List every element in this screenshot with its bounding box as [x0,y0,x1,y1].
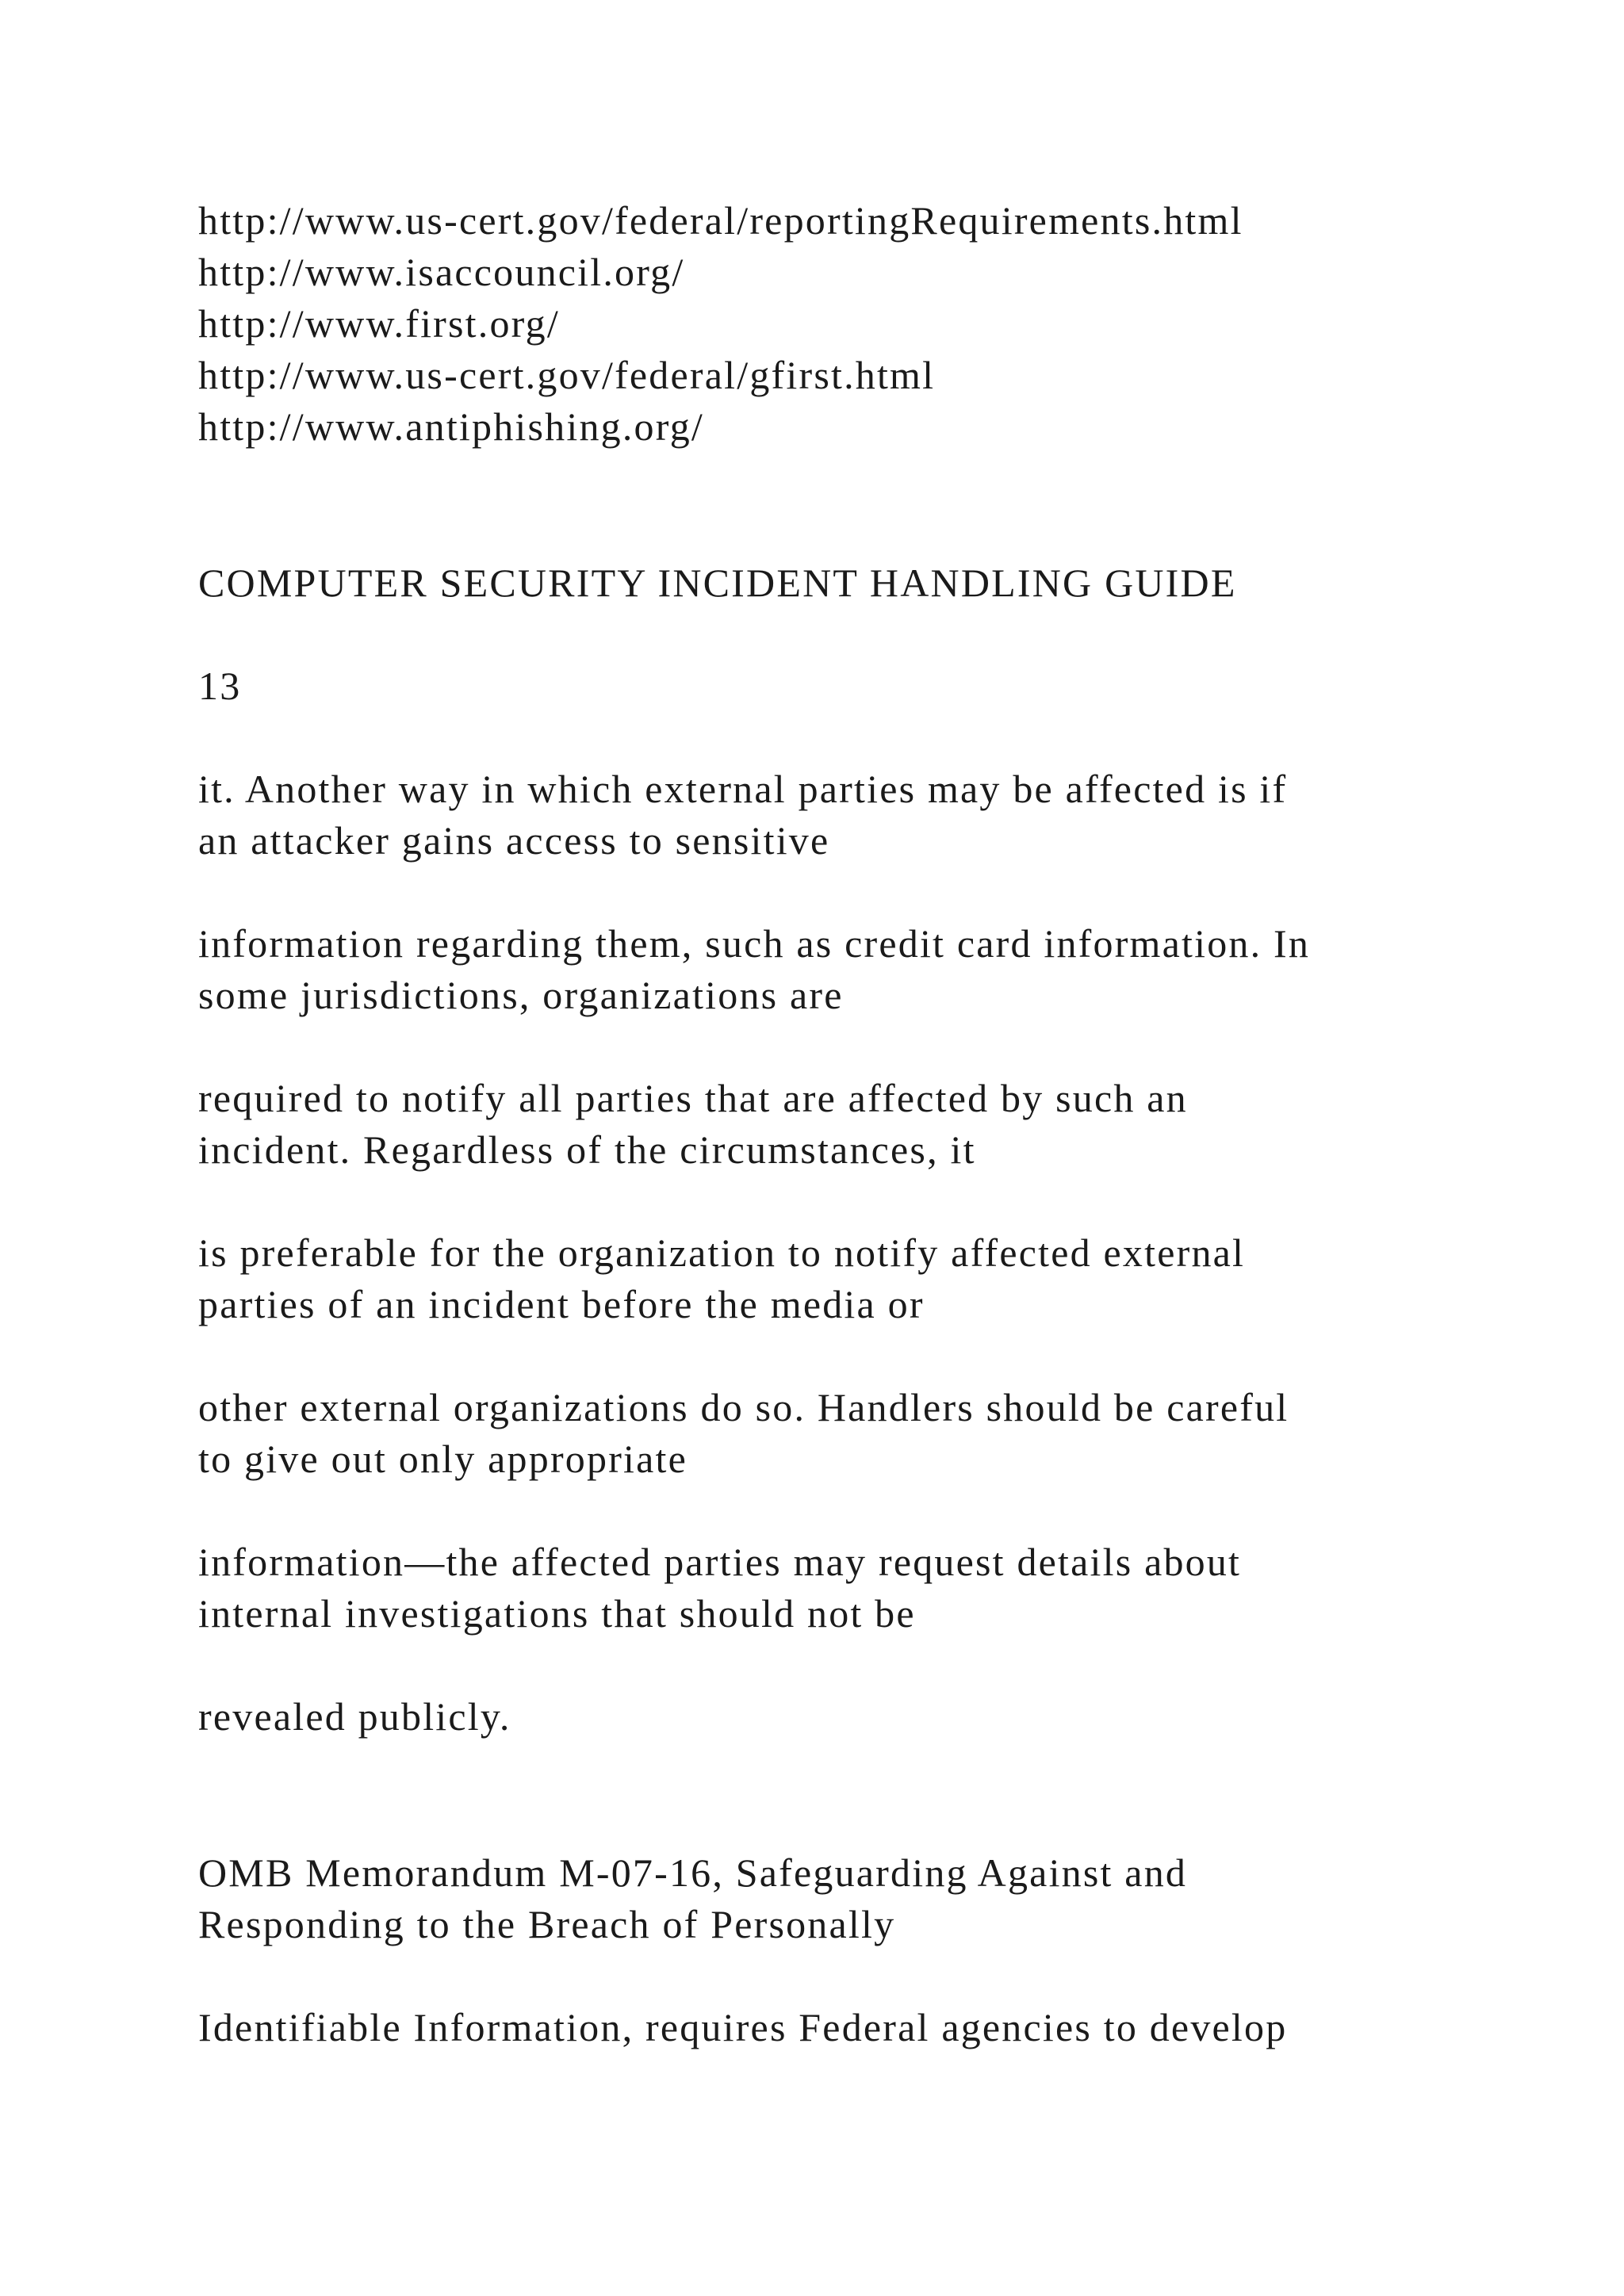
reference-link[interactable]: http://www.isaccouncil.org/ [198,250,685,294]
text-line: required to notify all parties that are affected by such an [198,1076,1188,1120]
text-line: is preferable for the organization to notify affected external [198,1230,1246,1275]
text-line: it. Another way in which external parties may be affected is if [198,767,1288,811]
reference-link[interactable]: http://www.first.org/ [198,301,560,346]
text-line: OMB Memorandum M-07-16, Safeguarding Against and [198,1850,1188,1895]
reference-link[interactable]: http://www.antiphishing.org/ [198,404,704,449]
text-line: incident. Regardless of the circumstances, it [198,1127,976,1172]
body-paragraph [198,1382,1546,1485]
text-line: to give out only appropriate [198,1437,688,1481]
text-line: Identifiable Information, requires Federal agencies to develop [198,2005,1288,2049]
reference-links [198,195,1546,453]
text-line: internal investigations that should not be [198,1591,916,1636]
reference-link[interactable]: http://www.us-cert.gov/federal/gfirst.html [198,353,936,397]
text-line: information—the affected parties may request details about [198,1540,1242,1584]
body-paragraph [198,1073,1546,1176]
text-line: some jurisdictions, organizations are [198,973,844,1017]
body-paragraph [198,1227,1546,1330]
body-paragraph [198,918,1546,1021]
footnote-paragraph [198,1847,1546,1950]
text-line: parties of an incident before the media or [198,1282,925,1326]
body-paragraph [198,1536,1546,1640]
reference-link[interactable]: http://www.us-cert.gov/federal/reportingRequirements.html [198,198,1243,243]
body-paragraph [198,763,1546,867]
text-line: Responding to the Breach of Personally [198,1902,896,1946]
page-number: 13 [198,664,242,708]
running-header: COMPUTER SECURITY INCIDENT HANDLING GUIDE [198,561,1237,605]
document-page [198,195,1546,2105]
text-line: other external organizations do so. Handlers should be careful [198,1385,1289,1429]
text-line: revealed publicly. [198,1694,511,1739]
text-line: information regarding them, such as credit card information. In [198,921,1311,966]
footnote-paragraph [198,2002,1546,2053]
body-paragraph [198,1691,1546,1743]
text-line: an attacker gains access to sensitive [198,818,830,863]
